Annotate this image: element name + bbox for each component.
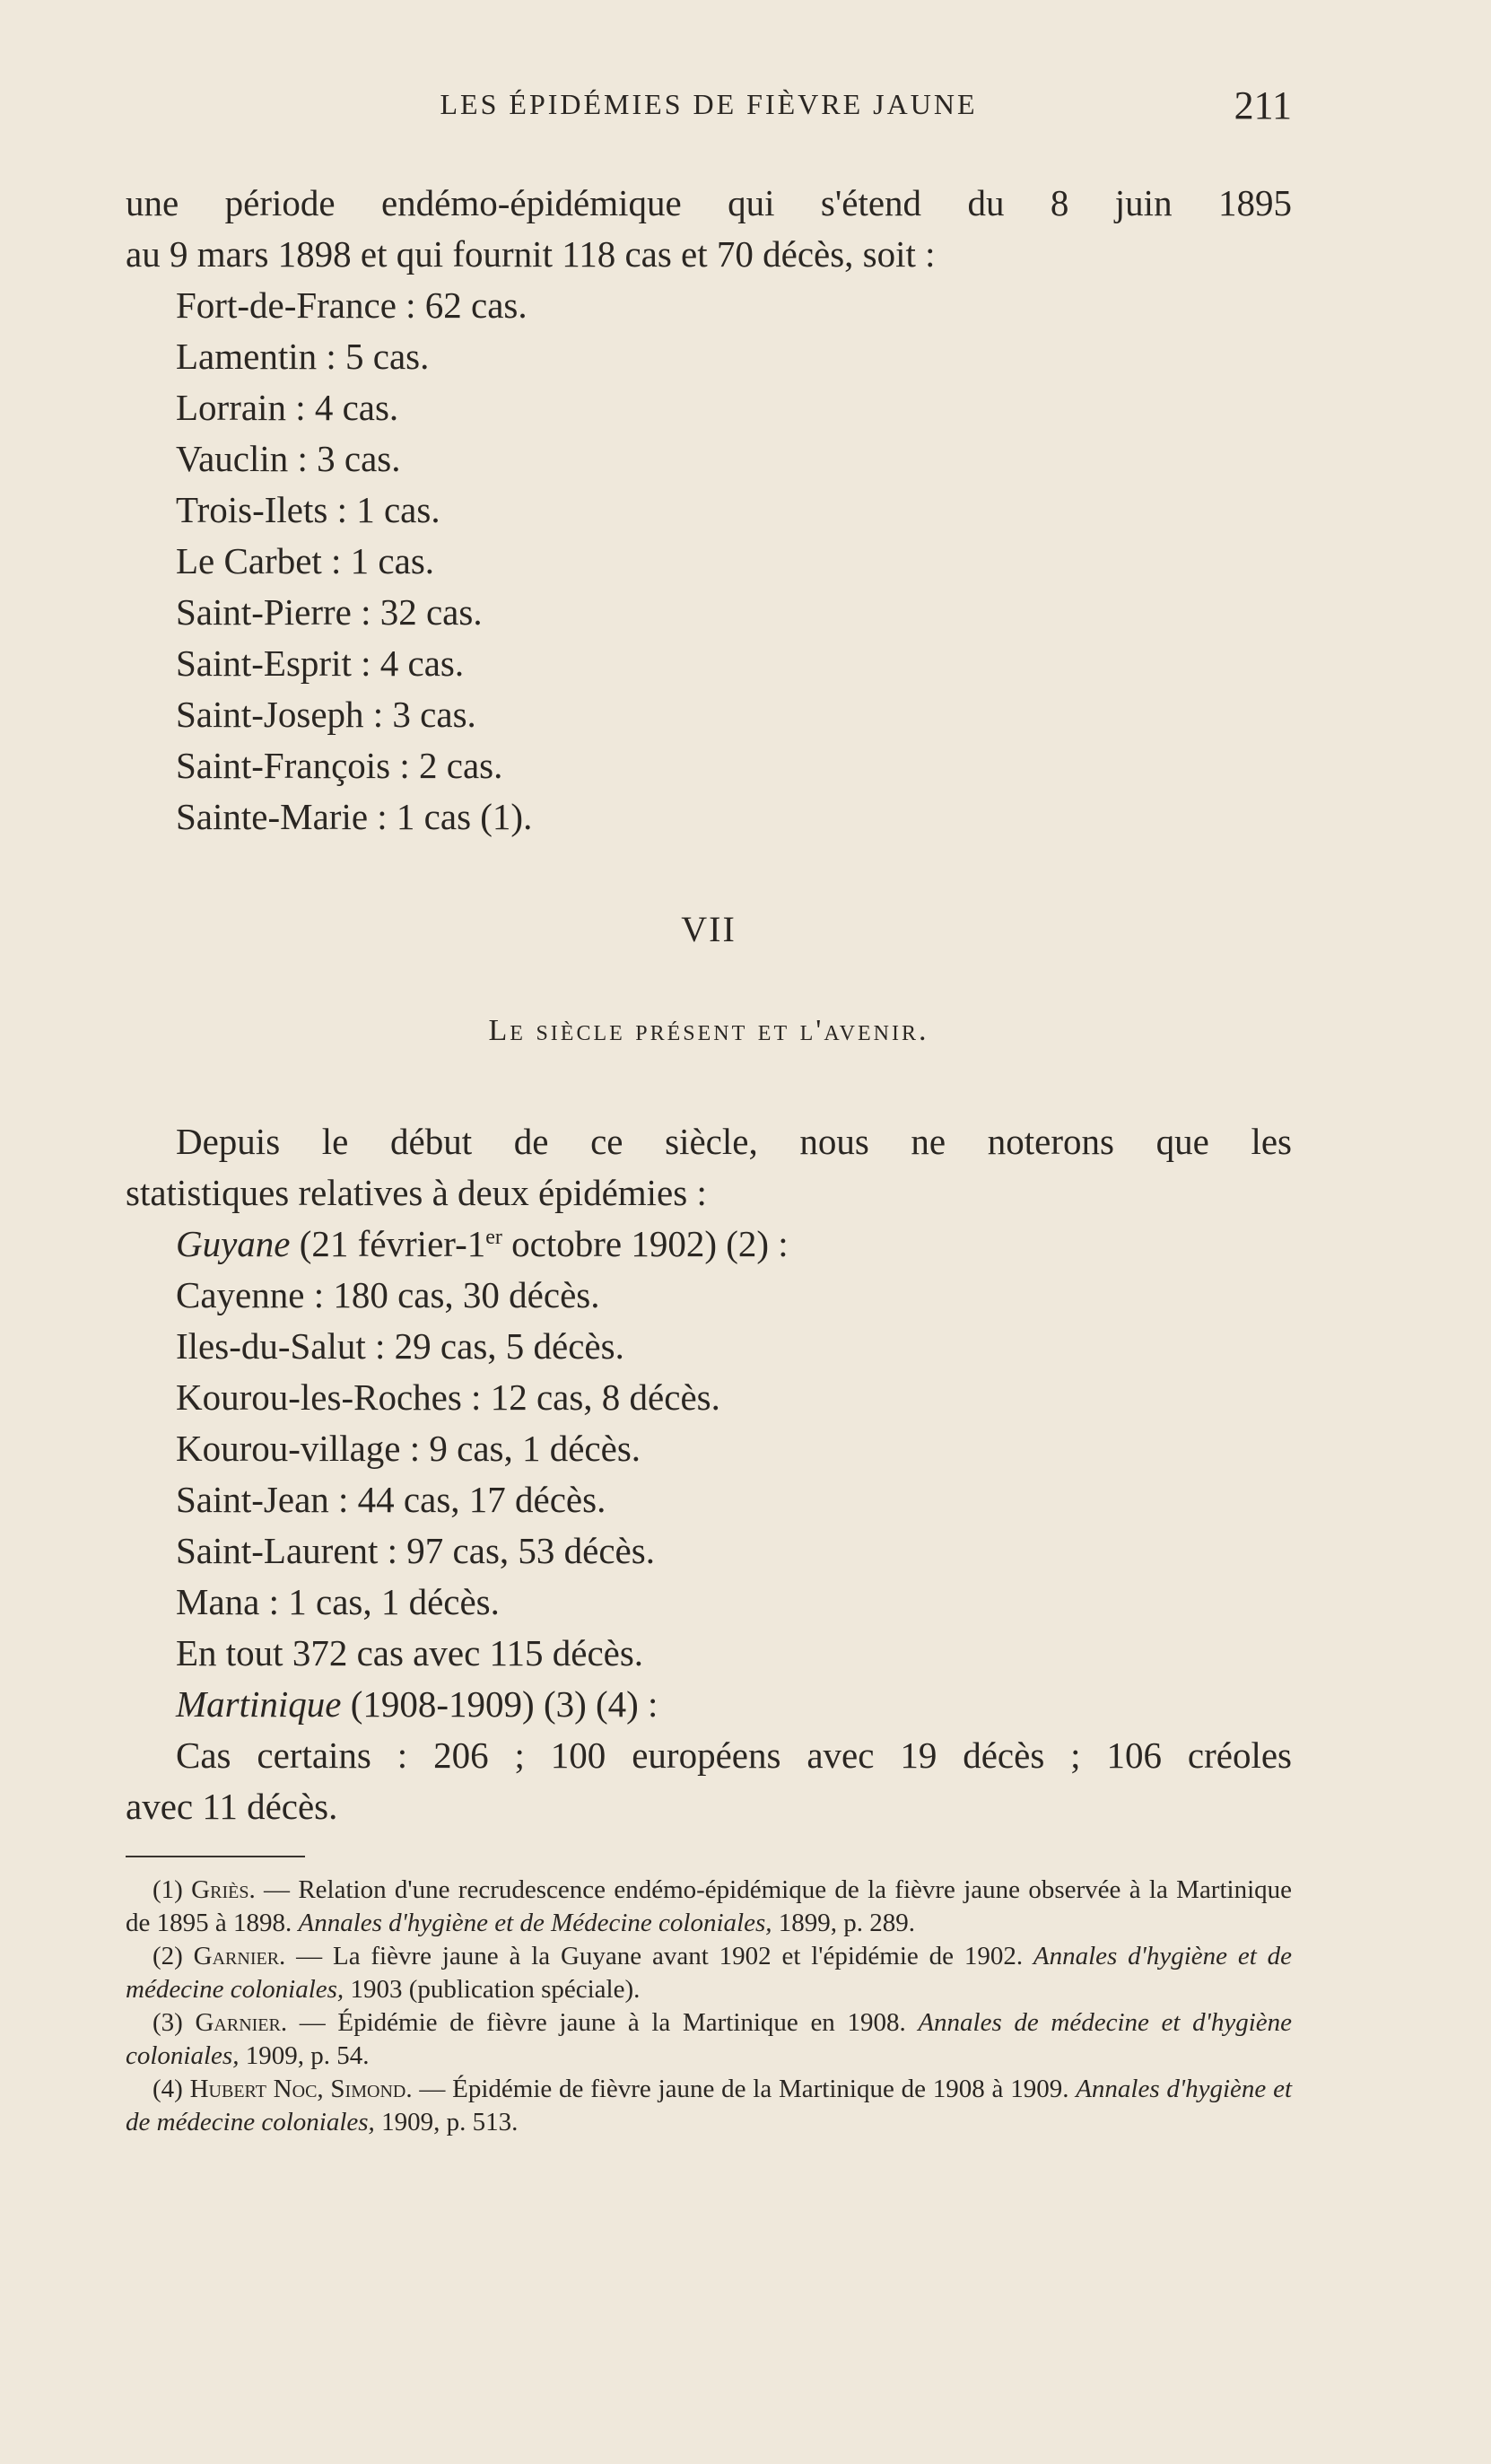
text-line: une période endémo-épidémique qui s'étend du 8 juin 1895: [126, 182, 1292, 223]
list-item: Saint-Joseph : 3 cas.: [176, 694, 476, 735]
list-item: Saint-Laurent : 97 cas, 53 décès.: [176, 1530, 655, 1571]
paragraph-recent: [126, 1116, 1292, 1219]
footnote-number: (2): [153, 1942, 183, 1970]
list-item: Lorrain : 4 cas.: [176, 387, 399, 428]
guyane-dates-end: octobre 1902) (2) :: [501, 1223, 789, 1264]
list-item: Trois-Ilets : 1 cas.: [176, 489, 440, 530]
intro-paragraph: [126, 178, 1292, 280]
list-item: Saint-Jean : 44 cas, 17 décès.: [176, 1479, 606, 1520]
list-item: Kourou-les-Roches : 12 cas, 8 décès.: [176, 1376, 720, 1418]
list-item: Kourou-village : 9 cas, 1 décès.: [176, 1428, 641, 1469]
footnote-number: (3): [153, 2008, 183, 2037]
footnotes: [126, 1874, 1292, 2139]
martinique-heading: [126, 1679, 1292, 1730]
footnote-journal: Annales de médecine et d'hygiène coloniales,: [126, 2008, 1292, 2070]
footnote-number: (1): [153, 1875, 183, 1904]
list-item: Saint-Pierre : 32 cas.: [176, 591, 483, 633]
list-item: Sainte-Marie : 1 cas (1).: [176, 796, 533, 837]
footnote-journal: Annales d'hygiène et de médecine coloniales,: [126, 1942, 1293, 2004]
text-line: statistiques relatives à deux épidémies :: [126, 1172, 707, 1213]
footnote-tail: 1909, p. 54.: [239, 2041, 370, 2070]
text-line: Cas certains : 206 ; 100 européens avec 19 décès ; 106 créoles: [176, 1734, 1292, 1776]
ordinal-superscript: er: [485, 1226, 502, 1249]
case-list-recent: [126, 1219, 1292, 1832]
footnote: [126, 2073, 1292, 2139]
martinique-dates: (1908-1909) (3) (4) :: [341, 1683, 658, 1725]
footnote-text: — Relation d'une recrudescence endémo-épidémique de la fièvre jaune observée à la Martinique de 1895 à 1898.: [126, 1875, 1293, 1937]
footnote: [126, 1940, 1292, 2006]
footnote-text: — Épidémie de fièvre jaune de la Martinique de 1908 à 1909.: [412, 2075, 1077, 2103]
guyane-heading: [126, 1219, 1292, 1270]
text-line: Depuis le début de ce siècle, nous ne noterons que les: [176, 1121, 1292, 1162]
list-item: Cayenne : 180 cas, 30 décès.: [176, 1274, 600, 1315]
list-item: Iles-du-Salut : 29 cas, 5 décès.: [176, 1325, 624, 1367]
running-title: LES ÉPIDÉMIES DE FIÈVRE JAUNE: [440, 88, 978, 120]
page-header: [126, 83, 1292, 133]
footnote-author: Garnier.: [193, 1942, 286, 1970]
list-item: En tout 372 cas avec 115 décès.: [176, 1632, 644, 1673]
list-item: Mana : 1 cas, 1 décès.: [176, 1581, 500, 1622]
footnote-author: Hubert Noc, Simond.: [189, 2075, 413, 2103]
footnote-tail: 1903 (publication spéciale).: [344, 1975, 641, 2004]
place-name: Guyane: [176, 1223, 291, 1264]
guyane-dates-start: (21 février-1: [290, 1223, 486, 1264]
list-item: Saint-Esprit : 4 cas.: [176, 642, 465, 684]
footnote-text: — La fièvre jaune à la Guyane avant 1902 et l'épidémie de 1902.: [285, 1942, 1033, 1970]
footnote-author: Griès.: [191, 1875, 256, 1904]
footnote-tail: 1899, p. 289.: [772, 1909, 916, 1937]
list-item: Le Carbet : 1 cas.: [176, 540, 435, 581]
list-item: Fort-de-France : 62 cas.: [176, 284, 528, 326]
footnote-number: (4): [153, 2075, 183, 2103]
page-number: 211: [1234, 83, 1292, 127]
list-item: Lamentin : 5 cas.: [176, 336, 430, 377]
footnote-journal: Annales d'hygiène et de Médecine coloniales,: [298, 1909, 772, 1937]
section-title: Le siècle présent et l'avenir.: [488, 1014, 929, 1047]
place-name: Martinique: [176, 1683, 342, 1725]
footnote-journal: Annales d'hygiène et de médecine coloniales,: [126, 2075, 1292, 2136]
text-line: au 9 mars 1898 et qui fournit 118 cas et 70 décès, soit :: [126, 233, 936, 275]
section-number: VII: [681, 909, 737, 949]
list-item: Saint-François : 2 cas.: [176, 745, 503, 786]
footnote-tail: 1909, p. 513.: [374, 2108, 519, 2136]
text-line: avec 11 décès.: [126, 1786, 338, 1827]
footnote-text: — Épidémie de fièvre jaune à la Martinique en 1908.: [287, 2008, 919, 2037]
footnote: [126, 1874, 1292, 1940]
footnote: [126, 2006, 1292, 2073]
footnote-separator: [126, 1856, 305, 1857]
list-item: Vauclin : 3 cas.: [176, 438, 401, 479]
footnote-author: Garnier.: [195, 2008, 288, 2037]
case-list-martinique-1895: [126, 280, 1292, 843]
